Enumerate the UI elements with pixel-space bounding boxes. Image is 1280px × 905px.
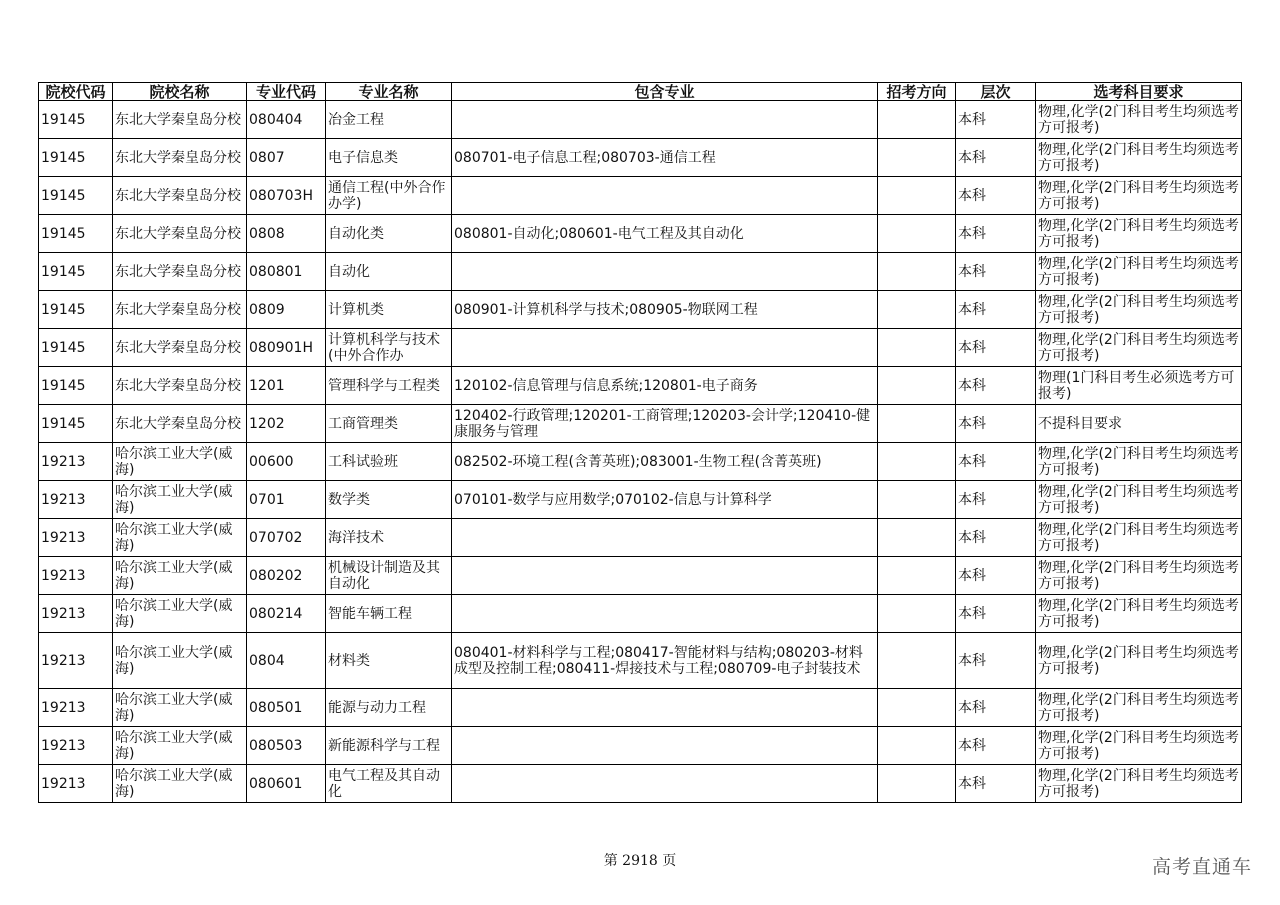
cell-school-name-text: 哈尔滨工业大学(威海) (115, 767, 233, 800)
cell-major-name (326, 765, 452, 803)
cell-included-majors (452, 727, 878, 765)
cell-included-majors-text: 120102-信息管理与信息系统;120801-电子商务 (454, 377, 758, 394)
cell-school-name (113, 689, 247, 727)
cell-school-name (113, 367, 247, 405)
header-major-code: 专业代码 (247, 83, 326, 101)
cell-school-name (113, 215, 247, 253)
cell-school-code (39, 557, 113, 595)
cell-level-text: 本科 (958, 775, 986, 792)
cell-major-name (326, 139, 452, 177)
cell-school-name-text: 东北大学秦皇岛分校 (115, 187, 241, 204)
cell-school-name (113, 727, 247, 765)
cell-major-code (247, 633, 326, 689)
cell-requirement-text: 物理,化学(2门科目考生均须选考方可报考) (1038, 293, 1239, 326)
cell-included-majors (452, 519, 878, 557)
cell-major-code (247, 727, 326, 765)
cell-school-name-text: 东北大学秦皇岛分校 (115, 415, 241, 432)
cell-level (956, 765, 1036, 803)
cell-major-code-text: 080501 (249, 699, 303, 716)
cell-requirement-text: 物理,化学(2门科目考生均须选考方可报考) (1038, 103, 1239, 136)
cell-major-name-text: 通信工程(中外合作办学) (328, 179, 446, 212)
cell-requirement-text: 物理,化学(2门科目考生均须选考方可报考) (1038, 644, 1239, 677)
cell-requirement-text: 物理,化学(2门科目考生均须选考方可报考) (1038, 691, 1239, 724)
cell-school-code-text: 19145 (41, 263, 86, 280)
cell-direction (878, 139, 956, 177)
cell-major-name-text: 管理科学与工程类 (328, 377, 440, 394)
cell-requirement-text: 物理,化学(2门科目考生均须选考方可报考) (1038, 255, 1239, 288)
cell-direction (878, 557, 956, 595)
cell-level-text: 本科 (958, 567, 986, 584)
cell-school-name (113, 595, 247, 633)
cell-requirement-text: 物理,化学(2门科目考生均须选考方可报考) (1038, 767, 1239, 800)
cell-level-text: 本科 (958, 737, 986, 754)
admission-table (38, 82, 1242, 803)
cell-school-code-text: 19145 (41, 187, 86, 204)
cell-requirement-text: 不提科目要求 (1038, 415, 1122, 432)
cell-school-code-text: 19213 (41, 529, 86, 546)
cell-major-code (247, 215, 326, 253)
cell-requirement-text: 物理,化学(2门科目考生均须选考方可报考) (1038, 521, 1239, 554)
cell-direction (878, 177, 956, 215)
cell-requirement-text: 物理,化学(2门科目考生均须选考方可报考) (1038, 217, 1239, 250)
table-row (39, 367, 1242, 405)
cell-requirement (1036, 481, 1242, 519)
cell-included-majors (452, 633, 878, 689)
cell-requirement (1036, 177, 1242, 215)
cell-major-name-text: 工科试验班 (328, 453, 398, 470)
cell-level-text: 本科 (958, 377, 986, 394)
cell-included-majors (452, 101, 878, 139)
cell-direction (878, 519, 956, 557)
cell-school-name (113, 519, 247, 557)
cell-major-code-text: 080601 (249, 775, 303, 792)
cell-school-name-text: 东北大学秦皇岛分校 (115, 301, 241, 318)
cell-school-code (39, 101, 113, 139)
table-row (39, 253, 1242, 291)
cell-requirement (1036, 215, 1242, 253)
cell-school-code (39, 765, 113, 803)
cell-included-majors (452, 595, 878, 633)
cell-direction (878, 633, 956, 689)
table-body (39, 101, 1242, 803)
cell-major-code-text: 0809 (249, 301, 285, 318)
cell-major-name (326, 727, 452, 765)
cell-major-code (247, 519, 326, 557)
cell-requirement (1036, 405, 1242, 443)
cell-level (956, 443, 1036, 481)
cell-requirement (1036, 329, 1242, 367)
cell-level-text: 本科 (958, 301, 986, 318)
cell-requirement-text: 物理,化学(2门科目考生均须选考方可报考) (1038, 729, 1239, 762)
table-row (39, 177, 1242, 215)
page-number: 第 2918 页 (603, 853, 677, 869)
cell-school-name-text: 哈尔滨工业大学(威海) (115, 729, 233, 762)
cell-major-name-text: 自动化类 (328, 225, 384, 242)
cell-major-name (326, 689, 452, 727)
cell-school-code (39, 215, 113, 253)
cell-major-name (326, 595, 452, 633)
cell-included-majors (452, 481, 878, 519)
cell-direction (878, 481, 956, 519)
cell-school-code (39, 519, 113, 557)
cell-direction (878, 291, 956, 329)
cell-level-text: 本科 (958, 263, 986, 280)
cell-school-name-text: 哈尔滨工业大学(威海) (115, 483, 233, 516)
watermark-text: 高考直通车 (1151, 856, 1252, 878)
cell-direction (878, 253, 956, 291)
cell-major-name (326, 101, 452, 139)
cell-major-name (326, 253, 452, 291)
cell-level-text: 本科 (958, 225, 986, 242)
cell-included-majors-text: 120402-行政管理;120201-工商管理;120203-会计学;120410-健康服务与管理 (454, 407, 871, 440)
table-row (39, 291, 1242, 329)
cell-major-code (247, 595, 326, 633)
table-row (39, 633, 1242, 689)
cell-major-name-text: 新能源科学与工程 (328, 737, 440, 754)
cell-school-code (39, 139, 113, 177)
header-school-name: 院校名称 (113, 83, 247, 101)
cell-major-name (326, 367, 452, 405)
cell-requirement (1036, 101, 1242, 139)
cell-major-code (247, 443, 326, 481)
cell-major-name-text: 海洋技术 (328, 529, 384, 546)
cell-included-majors (452, 765, 878, 803)
cell-included-majors (452, 443, 878, 481)
cell-requirement-text: 物理(1门科目考生必须选考方可报考) (1038, 369, 1235, 402)
cell-school-code (39, 177, 113, 215)
cell-requirement (1036, 367, 1242, 405)
cell-school-name-text: 哈尔滨工业大学(威海) (115, 691, 233, 724)
cell-school-code (39, 633, 113, 689)
cell-major-code (247, 139, 326, 177)
cell-major-code-text: 1201 (249, 377, 285, 394)
cell-requirement (1036, 253, 1242, 291)
cell-major-code-text: 1202 (249, 415, 285, 432)
cell-school-code (39, 727, 113, 765)
table-row (39, 765, 1242, 803)
cell-requirement-text: 物理,化学(2门科目考生均须选考方可报考) (1038, 559, 1239, 592)
header-level: 层次 (956, 83, 1036, 101)
cell-school-code (39, 405, 113, 443)
cell-requirement (1036, 765, 1242, 803)
cell-school-code (39, 481, 113, 519)
cell-major-name-text: 能源与动力工程 (328, 699, 426, 716)
cell-major-name-text: 机械设计制造及其自动化 (328, 559, 440, 592)
cell-direction (878, 405, 956, 443)
cell-school-name (113, 329, 247, 367)
cell-direction (878, 727, 956, 765)
cell-major-code (247, 765, 326, 803)
cell-included-majors (452, 557, 878, 595)
cell-major-code-text: 0804 (249, 652, 285, 669)
cell-level (956, 215, 1036, 253)
cell-major-code-text: 0701 (249, 491, 285, 508)
cell-major-name (326, 405, 452, 443)
cell-requirement (1036, 633, 1242, 689)
cell-school-code-text: 19145 (41, 225, 86, 242)
cell-school-name (113, 177, 247, 215)
cell-major-name-text: 数学类 (328, 491, 370, 508)
cell-school-name (113, 291, 247, 329)
cell-major-name-text: 电气工程及其自动化 (328, 767, 440, 800)
cell-major-code (247, 329, 326, 367)
cell-school-code-text: 19213 (41, 491, 86, 508)
cell-level (956, 139, 1036, 177)
cell-level (956, 291, 1036, 329)
cell-level-text: 本科 (958, 605, 986, 622)
table-header-row (39, 83, 1242, 101)
cell-school-code-text: 19145 (41, 301, 86, 318)
cell-school-name (113, 633, 247, 689)
cell-school-name (113, 139, 247, 177)
cell-school-code-text: 19213 (41, 605, 86, 622)
cell-school-name-text: 哈尔滨工业大学(威海) (115, 644, 233, 677)
cell-level-text: 本科 (958, 652, 986, 669)
table-row (39, 519, 1242, 557)
cell-major-name-text: 材料类 (328, 652, 370, 669)
cell-included-majors (452, 689, 878, 727)
cell-major-code (247, 291, 326, 329)
cell-school-name-text: 东北大学秦皇岛分校 (115, 149, 241, 166)
cell-school-code (39, 595, 113, 633)
cell-included-majors-text: 080801-自动化;080601-电气工程及其自动化 (454, 225, 744, 242)
cell-school-code-text: 19213 (41, 453, 86, 470)
cell-level (956, 595, 1036, 633)
cell-requirement-text: 物理,化学(2门科目考生均须选考方可报考) (1038, 179, 1239, 212)
cell-school-name-text: 东北大学秦皇岛分校 (115, 263, 241, 280)
cell-included-majors (452, 291, 878, 329)
cell-school-code-text: 19213 (41, 699, 86, 716)
cell-included-majors (452, 177, 878, 215)
table-row (39, 139, 1242, 177)
cell-included-majors-text: 070101-数学与应用数学;070102-信息与计算科学 (454, 491, 772, 508)
cell-level-text: 本科 (958, 415, 986, 432)
cell-school-name-text: 东北大学秦皇岛分校 (115, 111, 241, 128)
cell-major-code-text: 080503 (249, 737, 303, 754)
cell-major-name (326, 215, 452, 253)
table-row (39, 443, 1242, 481)
cell-requirement (1036, 519, 1242, 557)
table-row (39, 595, 1242, 633)
table-row (39, 481, 1242, 519)
cell-direction (878, 367, 956, 405)
cell-major-name-text: 电子信息类 (328, 149, 398, 166)
cell-level (956, 727, 1036, 765)
cell-school-code (39, 443, 113, 481)
cell-major-name-text: 智能车辆工程 (328, 605, 412, 622)
cell-school-code-text: 19213 (41, 737, 86, 754)
cell-level (956, 329, 1036, 367)
cell-direction (878, 101, 956, 139)
cell-major-name-text: 工商管理类 (328, 415, 398, 432)
cell-level (956, 633, 1036, 689)
cell-school-name-text: 东北大学秦皇岛分校 (115, 377, 241, 394)
cell-major-name-text: 计算机类 (328, 301, 384, 318)
cell-major-code (247, 405, 326, 443)
cell-major-code (247, 689, 326, 727)
cell-direction (878, 595, 956, 633)
cell-level (956, 519, 1036, 557)
cell-level-text: 本科 (958, 149, 986, 166)
cell-school-code (39, 689, 113, 727)
cell-school-name-text: 东北大学秦皇岛分校 (115, 339, 241, 356)
cell-requirement-text: 物理,化学(2门科目考生均须选考方可报考) (1038, 331, 1239, 364)
cell-school-name-text: 哈尔滨工业大学(威海) (115, 445, 233, 478)
cell-level (956, 405, 1036, 443)
cell-major-name (326, 519, 452, 557)
cell-level (956, 367, 1036, 405)
header-requirement: 选考科目要求 (1036, 83, 1242, 101)
cell-level (956, 481, 1036, 519)
cell-major-code-text: 00600 (249, 453, 294, 470)
cell-level-text: 本科 (958, 529, 986, 546)
cell-major-code (247, 101, 326, 139)
table-row (39, 215, 1242, 253)
cell-school-code-text: 19145 (41, 415, 86, 432)
cell-included-majors (452, 405, 878, 443)
cell-major-name-text: 冶金工程 (328, 111, 384, 128)
cell-level (956, 177, 1036, 215)
cell-level-text: 本科 (958, 187, 986, 204)
cell-school-name-text: 哈尔滨工业大学(威海) (115, 521, 233, 554)
cell-school-name (113, 405, 247, 443)
cell-school-name (113, 443, 247, 481)
cell-included-majors (452, 215, 878, 253)
cell-major-code-text: 080404 (249, 111, 303, 128)
cell-school-code (39, 291, 113, 329)
cell-included-majors (452, 139, 878, 177)
cell-school-name (113, 765, 247, 803)
cell-major-code-text: 0807 (249, 149, 285, 166)
cell-major-code-text: 080801 (249, 263, 303, 280)
cell-requirement (1036, 689, 1242, 727)
cell-school-name (113, 481, 247, 519)
cell-included-majors (452, 329, 878, 367)
cell-school-code-text: 19145 (41, 339, 86, 356)
cell-major-code (247, 481, 326, 519)
table-row (39, 329, 1242, 367)
cell-school-code-text: 19145 (41, 149, 86, 166)
cell-major-code-text: 080202 (249, 567, 303, 584)
cell-included-majors-text: 082502-环境工程(含菁英班);083001-生物工程(含菁英班) (454, 453, 822, 470)
cell-requirement (1036, 139, 1242, 177)
cell-school-code-text: 19145 (41, 377, 86, 394)
table-row (39, 557, 1242, 595)
table-row (39, 689, 1242, 727)
cell-direction (878, 215, 956, 253)
cell-level (956, 101, 1036, 139)
cell-major-code-text: 080703H (249, 187, 313, 204)
table-row (39, 727, 1242, 765)
cell-requirement (1036, 595, 1242, 633)
header-school-code: 院校代码 (39, 83, 113, 101)
cell-major-code (247, 253, 326, 291)
cell-direction (878, 765, 956, 803)
cell-school-code (39, 329, 113, 367)
cell-major-code (247, 557, 326, 595)
cell-major-name-text: 自动化 (328, 263, 370, 280)
cell-school-code (39, 253, 113, 291)
cell-requirement-text: 物理,化学(2门科目考生均须选考方可报考) (1038, 483, 1239, 516)
cell-requirement (1036, 291, 1242, 329)
cell-included-majors-text: 080401-材料科学与工程;080417-智能材料与结构;080203-材料成型及控制工程;080411-焊接技术与工程;080709-电子封装技术 (454, 644, 863, 677)
table-row (39, 101, 1242, 139)
cell-major-name (326, 481, 452, 519)
table-row (39, 405, 1242, 443)
cell-school-code (39, 367, 113, 405)
cell-direction (878, 443, 956, 481)
cell-requirement (1036, 443, 1242, 481)
cell-direction (878, 689, 956, 727)
header-included-majors: 包含专业 (452, 83, 878, 101)
cell-school-name (113, 253, 247, 291)
cell-requirement-text: 物理,化学(2门科目考生均须选考方可报考) (1038, 141, 1239, 174)
cell-included-majors (452, 367, 878, 405)
cell-included-majors (452, 253, 878, 291)
cell-school-code-text: 19213 (41, 775, 86, 792)
cell-school-name (113, 557, 247, 595)
cell-requirement (1036, 557, 1242, 595)
cell-direction (878, 329, 956, 367)
cell-level-text: 本科 (958, 491, 986, 508)
cell-school-name-text: 东北大学秦皇岛分校 (115, 225, 241, 242)
cell-school-code-text: 19213 (41, 652, 86, 669)
header-direction: 招考方向 (878, 83, 956, 101)
cell-level-text: 本科 (958, 339, 986, 356)
cell-major-code-text: 080901H (249, 339, 313, 356)
cell-major-code-text: 0808 (249, 225, 285, 242)
cell-included-majors-text: 080701-电子信息工程;080703-通信工程 (454, 149, 716, 166)
cell-school-code-text: 19145 (41, 111, 86, 128)
cell-major-name (326, 329, 452, 367)
cell-school-code-text: 19213 (41, 567, 86, 584)
cell-level-text: 本科 (958, 453, 986, 470)
cell-requirement-text: 物理,化学(2门科目考生均须选考方可报考) (1038, 445, 1239, 478)
cell-major-name (326, 291, 452, 329)
header-major-name: 专业名称 (326, 83, 452, 101)
cell-major-name (326, 633, 452, 689)
cell-included-majors-text: 080901-计算机科学与技术;080905-物联网工程 (454, 301, 758, 318)
cell-major-name (326, 443, 452, 481)
cell-major-name (326, 557, 452, 595)
cell-level (956, 689, 1036, 727)
cell-requirement (1036, 727, 1242, 765)
cell-major-code-text: 080214 (249, 605, 303, 622)
cell-major-code-text: 070702 (249, 529, 303, 546)
cell-major-name-text: 计算机科学与技术(中外合作办 (328, 331, 440, 364)
cell-level-text: 本科 (958, 111, 986, 128)
cell-level (956, 253, 1036, 291)
cell-major-code (247, 367, 326, 405)
cell-level (956, 557, 1036, 595)
cell-school-name-text: 哈尔滨工业大学(威海) (115, 597, 233, 630)
cell-level-text: 本科 (958, 699, 986, 716)
cell-school-name-text: 哈尔滨工业大学(威海) (115, 559, 233, 592)
cell-major-code (247, 177, 326, 215)
cell-school-name (113, 101, 247, 139)
cell-major-name (326, 177, 452, 215)
cell-requirement-text: 物理,化学(2门科目考生均须选考方可报考) (1038, 597, 1239, 630)
